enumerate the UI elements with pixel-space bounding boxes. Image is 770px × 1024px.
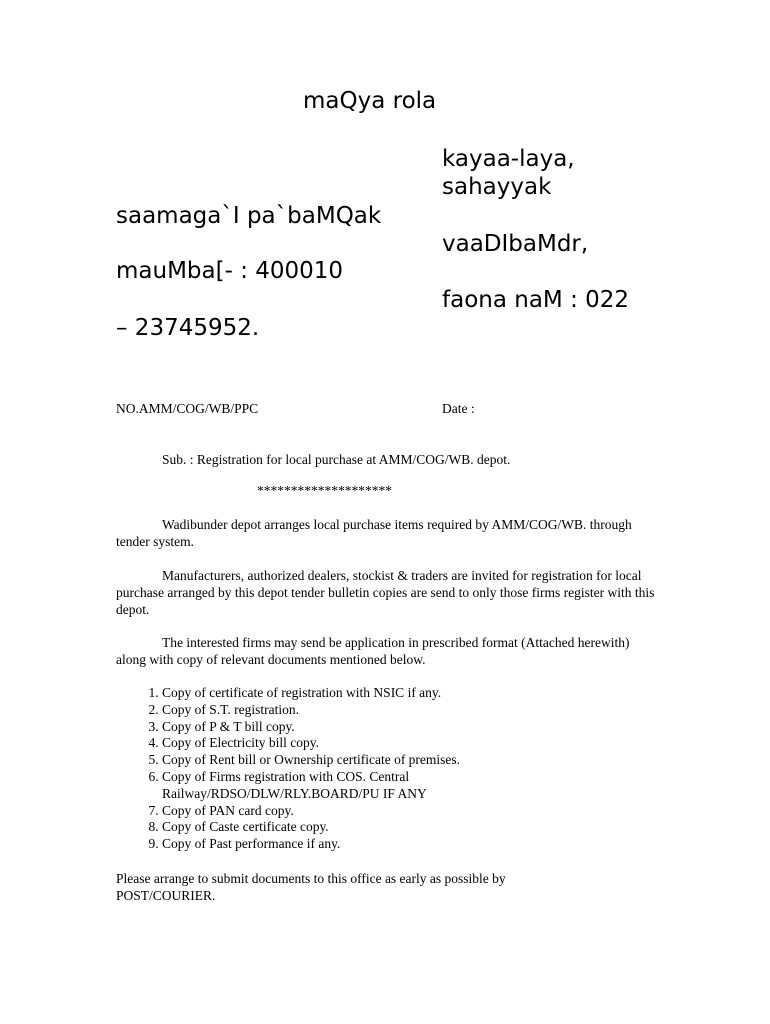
list-item: 7. Copy of PAN card copy. [162, 803, 707, 820]
department-line: saamaga`I pa`baMQak [116, 203, 382, 229]
list-item: 2. Copy of S.T. registration. [162, 702, 707, 719]
reference-number: NO.AMM/COG/WB/PPC [116, 401, 259, 416]
paragraph-text: Wadibunder depot arranges local purchase items required by AMM/COG/WB. through tender system. [116, 517, 632, 549]
designation-line: kayaa-laya, [442, 146, 575, 172]
phone-number-line: – 23745952. [116, 315, 260, 341]
paragraph-intro [116, 517, 661, 551]
separator-stars: ******************** [257, 483, 392, 498]
list-item: 6. Copy of Firms registration with COS. Central Railway/RDSO/DLW/RLY.BOARD/PU IF ANY [162, 769, 472, 803]
office-title: maQya rola [303, 88, 437, 114]
city-pin-line: mauMba[- : 400010 [116, 258, 344, 284]
designation-line: sahayyak [442, 174, 552, 200]
phone-line: faona naM : 022 [442, 287, 630, 313]
location-line: vaaDIbaMdr, [442, 231, 589, 257]
list-item: 9. Copy of Past performance if any. [162, 836, 707, 853]
paragraph-text: The interested firms may send be application in prescribed format (Attached herewith) along with copy of relevant documents mentioned below. [116, 635, 630, 667]
documents-list [116, 685, 707, 853]
list-item: 1. Copy of certificate of registration with NSIC if any. [162, 685, 707, 702]
paragraph-instructions [116, 635, 661, 669]
list-item: 4. Copy of Electricity bill copy. [162, 735, 707, 752]
paragraph-text: Manufacturers, authorized dealers, stockist & traders are invited for registration for local purchase arranged by this depot tender bulletin copies are send to only those firms register with this depot. [116, 568, 655, 617]
list-item: 5. Copy of Rent bill or Ownership certificate of premises. [162, 752, 707, 769]
paragraph-invitation [116, 568, 661, 618]
list-item: 3. Copy of P & T bill copy. [162, 719, 707, 736]
closing-paragraph: Please arrange to submit documents to this office as early as possible by POST/COURIER. [116, 871, 506, 903]
list-item: 8. Copy of Caste certificate copy. [162, 819, 707, 836]
date-label: Date : [442, 401, 475, 416]
subject-line: Sub. : Registration for local purchase at AMM/COG/WB. depot. [162, 452, 511, 467]
